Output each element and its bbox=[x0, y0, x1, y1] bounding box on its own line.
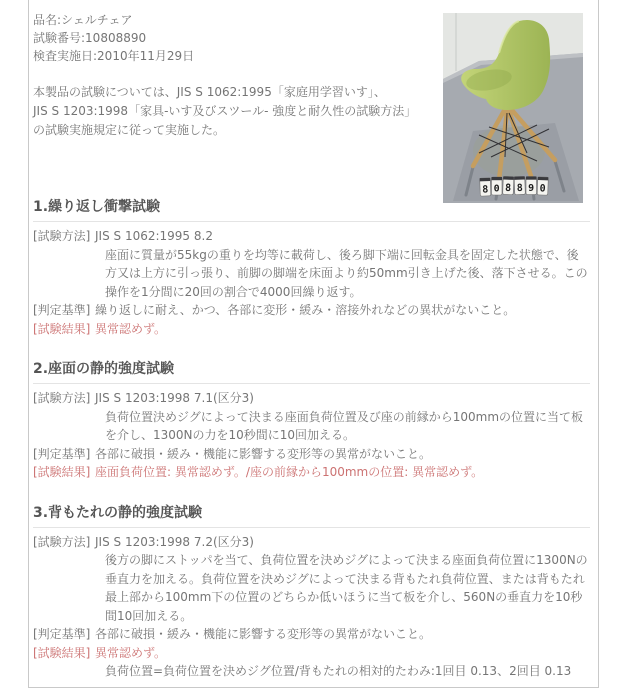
section-3-criteria-row bbox=[33, 625, 590, 644]
method-description: 座面に質量が55kgの重りを均等に載荷し、後ろ脚下端に回転金具を固定した状態で、後方又は上方に引っ張り、前脚の脚端を床面より約50mm引き上げた後、落下させる。この操作を1分間に20回の割合で4000回繰り返す。 bbox=[105, 247, 588, 299]
section-3-title: 3.背もたれの静的強度試験 bbox=[33, 502, 590, 528]
method-label: [試験方法] bbox=[33, 391, 91, 405]
chair-photo-illustration bbox=[443, 13, 583, 203]
product-name-line: 品名:シェルチェア bbox=[33, 13, 133, 27]
section-3-result-note-row bbox=[33, 662, 590, 681]
section-seat-static-strength-test bbox=[33, 358, 590, 482]
method-label: [試験方法] bbox=[33, 534, 91, 549]
method-description: 後方の脚にストッパを当て、負荷位置を決めジグによって決まる座面負荷位置に1300Nの垂直力を加える。負荷位置を決めジグによって決まる背もたれ負荷位置、または背もたれ最上部から100mm下の位置のどちらか低いほうに当て板を介し、560Nの垂直力を10秒間10回加える。 bbox=[105, 553, 588, 623]
section-1-title: 1.繰り返し衝撃試験 bbox=[33, 196, 590, 222]
result-label: [試験結果] bbox=[33, 645, 91, 660]
criteria-text: 繰り返しに耐え、かつ、各部に変形・緩み・溶接外れなどの異状がないこと。 bbox=[95, 303, 516, 317]
intro-line-2: JIS S 1203:1998「家具-いす及びスツール- 強度と耐久性の試験方法」 bbox=[33, 104, 417, 118]
svg-text:8: 8 bbox=[504, 182, 512, 195]
inspection-date-line: 検査実施日:2010年11月29日 bbox=[33, 49, 195, 63]
method-description: 負荷位置決めジグによって決まる座面負荷位置及び座の前縁から100mmの位置に当て板を介し、1300Nの力を10秒間に10回加える。 bbox=[105, 409, 584, 442]
section-3-result-row bbox=[33, 644, 590, 663]
report-document bbox=[28, 0, 599, 688]
section-1-method-row bbox=[33, 227, 590, 301]
criteria-text: 各部に破損・緩み・機能に影響する変形等の異常がないこと。 bbox=[95, 446, 432, 461]
method-reference: JIS S 1203:1998 7.1(区分3) bbox=[95, 391, 254, 405]
criteria-text: 各部に破損・緩み・機能に影響する変形等の異常がないこと。 bbox=[95, 627, 432, 641]
svg-text:8: 8 bbox=[516, 182, 524, 195]
result-text: 座面負荷位置: 異常認めず。/座の前縁から100mmの位置: 異常認めず。 bbox=[95, 465, 484, 479]
section-repeated-impact-test bbox=[33, 196, 590, 338]
section-2-result-row bbox=[33, 463, 590, 482]
svg-text:8: 8 bbox=[482, 184, 489, 196]
section-2-criteria-row bbox=[33, 445, 590, 464]
method-label: [試験方法] bbox=[33, 229, 91, 243]
criteria-label: [判定基準] bbox=[33, 303, 91, 317]
svg-text:0: 0 bbox=[539, 183, 546, 195]
result-text: 異常認めず。 bbox=[95, 645, 167, 660]
method-reference: JIS S 1062:1995 8.2 bbox=[95, 229, 213, 243]
svg-text:0: 0 bbox=[493, 183, 500, 195]
result-label: [試験結果] bbox=[33, 321, 91, 336]
section-1-result-row bbox=[33, 320, 590, 339]
svg-text:9: 9 bbox=[528, 183, 535, 194]
section-2-title: 2.座面の静的強度試験 bbox=[33, 358, 590, 384]
method-reference: JIS S 1203:1998 7.2(区分3) bbox=[95, 534, 254, 549]
section-backrest-static-strength-test bbox=[33, 502, 590, 681]
section-2-method-row bbox=[33, 389, 590, 445]
criteria-label: [判定基準] bbox=[33, 627, 91, 641]
product-photo bbox=[443, 13, 583, 203]
intro-line-3: の試験実施規定に従って実施した。 bbox=[33, 123, 226, 137]
result-text: 異常認めず。 bbox=[95, 321, 167, 336]
section-3-method-row bbox=[33, 533, 590, 626]
criteria-label: [判定基準] bbox=[33, 446, 91, 461]
section-1-criteria-row bbox=[33, 301, 590, 320]
result-label: [試験結果] bbox=[33, 465, 91, 479]
test-number-line: 試験番号:10808890 bbox=[33, 31, 147, 45]
result-note-text: 負荷位置=負荷位置を決めジグ位置/背もたれの相対的たわみ:1回目 0.13、2回目 0.13 bbox=[105, 664, 572, 678]
empty-label bbox=[33, 662, 95, 681]
intro-line-1: 本製品の試験については、JIS S 1062:1995「家庭用学習いす」、 bbox=[33, 85, 386, 99]
